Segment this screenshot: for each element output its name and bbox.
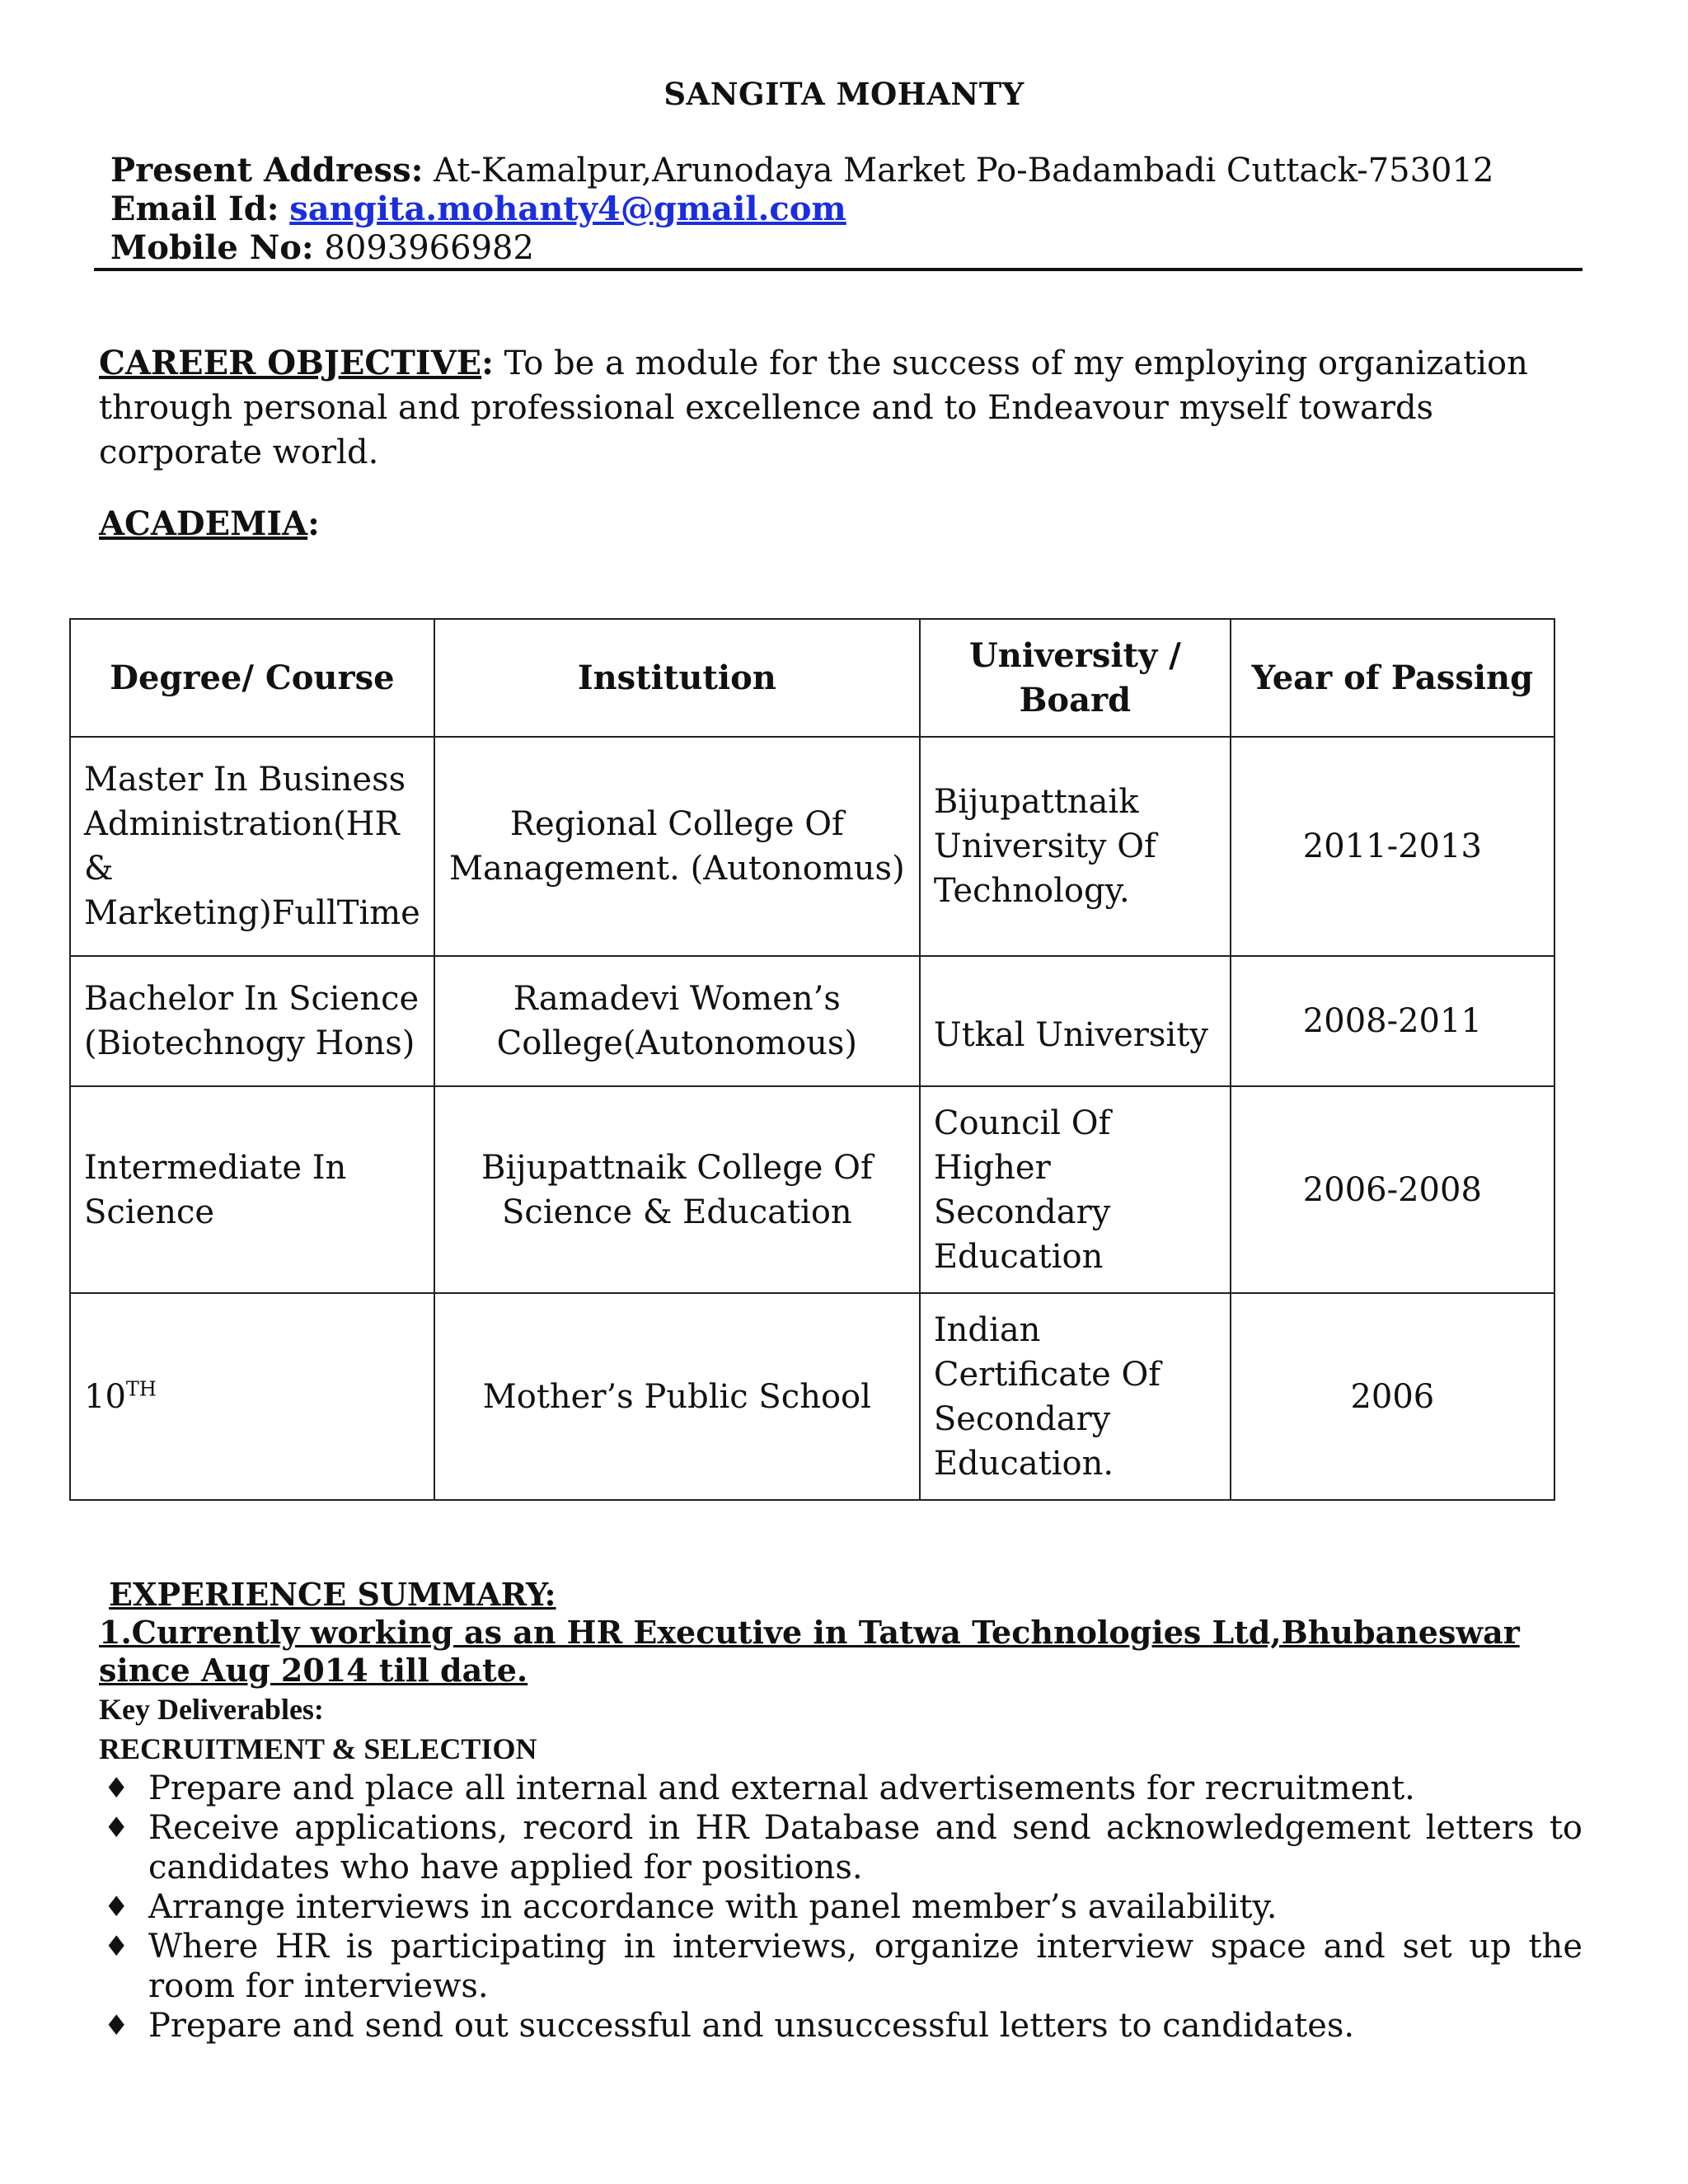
cell-degree: Intermediate In Science xyxy=(70,1086,434,1293)
objective-colon: : xyxy=(481,344,494,382)
duty-text: Receive applications, record in HR Database and send acknowledgement letters to candidates who have applied for positions. xyxy=(148,1809,1582,1886)
list-item xyxy=(99,2006,1582,2046)
cell-year: 2006-2008 xyxy=(1231,1086,1554,1293)
table-row xyxy=(70,1293,1554,1500)
cell-degree xyxy=(70,1293,434,1500)
list-item xyxy=(99,1927,1582,2006)
header-divider xyxy=(94,268,1582,271)
diamond-bullet-icon: ♦ xyxy=(104,1811,129,1844)
duty-text: Prepare and send out successful and unsuccessful letters to candidates. xyxy=(148,2007,1355,2045)
cell-university: Council Of Higher Secondary Education xyxy=(920,1086,1231,1293)
list-item xyxy=(99,1808,1582,1887)
cell-university: Indian Certificate Of Secondary Education. xyxy=(920,1293,1231,1500)
candidate-name: SANGITA MOHANTY xyxy=(663,76,1025,112)
duty-text: Where HR is participating in interviews, organize interview space and set up the room for interviews. xyxy=(148,1928,1582,2005)
header-university: University / Board xyxy=(920,619,1231,737)
email-label: Email Id: xyxy=(110,190,279,228)
cell-institution: Bijupattnaik College Of Science & Education xyxy=(434,1086,920,1293)
career-objective xyxy=(99,341,1566,475)
list-item xyxy=(99,1887,1582,1927)
mobile-line xyxy=(110,228,534,268)
table-row xyxy=(70,737,1554,956)
experience-section xyxy=(99,1576,1582,2046)
academia-label: ACADEMIA xyxy=(99,504,308,543)
address-label: Present Address: xyxy=(110,151,424,190)
academia-heading xyxy=(99,504,320,543)
objective-label: CAREER OBJECTIVE xyxy=(99,344,482,382)
address-line xyxy=(110,151,1493,190)
table-row xyxy=(70,1086,1554,1293)
cell-year: 2011-2013 xyxy=(1231,737,1554,956)
diamond-bullet-icon: ♦ xyxy=(104,1930,129,1963)
email-link[interactable]: sangita.mohanty4@gmail.com xyxy=(289,190,846,228)
diamond-bullet-icon: ♦ xyxy=(104,1772,129,1805)
address-value: At-Kamalpur,Arunodaya Market Po-Badambadi Cuttack-753012 xyxy=(423,152,1494,190)
header-year: Year of Passing xyxy=(1231,619,1554,737)
objective-text: To be a module for the success of my employing organization through personal and professional excellence and to Endeavour myself towards corporate world. xyxy=(99,344,1528,471)
header-degree: Degree/ Course xyxy=(70,619,434,737)
recruitment-section-label: RECRUITMENT & SELECTION xyxy=(99,1732,537,1765)
academia-colon: : xyxy=(307,504,320,543)
duty-text: Arrange interviews in accordance with panel member’s availability. xyxy=(148,1888,1278,1926)
cell-university: Bijupattnaik University Of Technology. xyxy=(920,737,1231,956)
mobile-value: 8093966982 xyxy=(313,229,534,267)
cell-year: 2006 xyxy=(1231,1293,1554,1500)
cell-degree: Bachelor In Science (Biotechnogy Hons) xyxy=(70,956,434,1086)
mobile-label: Mobile No: xyxy=(110,228,314,267)
diamond-bullet-icon: ♦ xyxy=(104,1891,129,1924)
email-line xyxy=(110,190,846,229)
cell-institution: Regional College Of Management. (Autonomus) xyxy=(434,737,920,956)
cell-degree: Master In Business Administration(HR & Marketing)FullTime xyxy=(70,737,434,956)
degree-suffix: TH xyxy=(125,1377,157,1401)
key-deliverables-label: Key Deliverables: xyxy=(99,1693,324,1726)
cell-institution: Ramadevi Women’s College(Autonomous) xyxy=(434,956,920,1086)
diamond-bullet-icon: ♦ xyxy=(104,2009,129,2042)
experience-heading: EXPERIENCE SUMMARY: xyxy=(109,1576,556,1613)
duty-text: Prepare and place all internal and external advertisements for recruitment. xyxy=(148,1769,1415,1807)
cell-institution: Mother’s Public School xyxy=(434,1293,920,1500)
table-header-row xyxy=(70,619,1554,737)
header-institution: Institution xyxy=(434,619,920,737)
cell-year: 2008-2011 xyxy=(1231,956,1554,1086)
list-item xyxy=(99,1769,1582,1808)
cell-university: Utkal University xyxy=(920,956,1231,1086)
current-role: 1.Currently working as an HR Executive in Tatwa Technologies Ltd,Bhubaneswar since Aug 2014 till date. xyxy=(99,1614,1520,1689)
academia-table xyxy=(69,618,1555,1501)
table-row xyxy=(70,956,1554,1086)
duties-list xyxy=(99,1769,1582,2046)
degree-text: 10 xyxy=(84,1377,126,1416)
